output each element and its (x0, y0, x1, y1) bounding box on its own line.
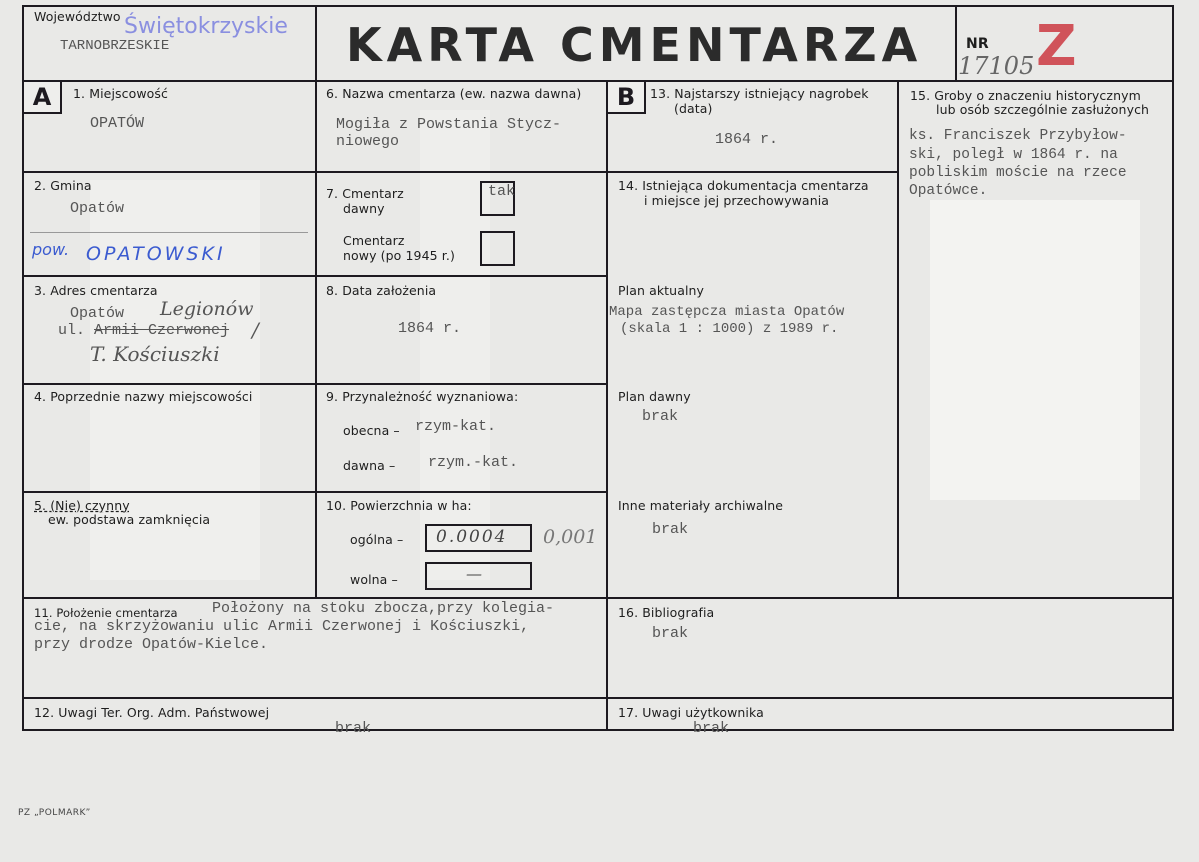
row-divider (22, 171, 608, 173)
cmentarz-dawny-value: tak (488, 183, 516, 200)
field-12-label: 12. Uwagi Ter. Org. Adm. Państwowej (34, 705, 270, 720)
field-11-line2: cie, na skrzyżowaniu ulic Armii Czerwonej i Kościuszki, (34, 618, 530, 635)
header-col-divider (315, 5, 317, 80)
field-14-label-line2: i miejsce jej przechowywania (644, 193, 830, 208)
field-6-label: 6. Nazwa cmentarza (ew. nazwa dawna) (326, 86, 582, 101)
field-17-label: 17. Uwagi użytkownika (618, 705, 764, 720)
field-15-line1: ks. Franciszek Przybyłow- (909, 128, 1127, 144)
plan-aktualny-line2: (skala 1 : 1000) z 1989 r. (620, 321, 839, 337)
field-11-line3: przy drodze Opatów-Kielce. (34, 636, 269, 653)
field-2-pow-prefix: pow. (32, 240, 70, 259)
field-16-value: brak (652, 625, 689, 642)
field-2-pow-value: OPATOWSKI (86, 243, 226, 265)
field-9-dawna-label: dawna – (343, 458, 396, 473)
field-16-label: 16. Bibliografia (618, 605, 715, 620)
field-15-line2: ski, poległ w 1864 r. na (909, 147, 1118, 163)
col-divider (606, 80, 608, 730)
plan-dawny-value: brak (642, 408, 679, 425)
nr-handwritten: 17105 (958, 52, 1035, 80)
field-8-label: 8. Data założenia (326, 283, 437, 298)
field-10-ogolna-label: ogólna – (350, 532, 404, 547)
field-3-line2-slash: / (252, 318, 259, 342)
field-15-line4: Opatówce. (909, 183, 988, 199)
field-11-line1: Położony na stoku zbocza,przy kolegia- (212, 600, 555, 617)
field-2-value: Opatów (70, 200, 125, 217)
border-right (1172, 5, 1174, 730)
field-10-label: 10. Powierzchnia w ha: (326, 498, 472, 513)
field-10-ogolna-handwritten: 0,001 (543, 526, 598, 548)
field-3-line2-prefix: ul. (58, 322, 86, 339)
row-divider (22, 491, 608, 493)
field-4-label: 4. Poprzednie nazwy miejscowości (34, 389, 253, 404)
border-bottom (22, 729, 1174, 731)
field-13-label-line2: (data) (674, 101, 713, 116)
field-3-label: 3. Adres cmentarza (34, 283, 158, 298)
col-divider (897, 80, 899, 597)
nr-red-mark: Z (1036, 14, 1077, 79)
section-b-badge: B (606, 80, 646, 114)
field-13-value: 1864 r. (715, 131, 779, 148)
field-6-value-line2: niowego (336, 133, 400, 150)
field-9-obecna-value: rzym-kat. (415, 418, 497, 435)
nr-label: NR (966, 36, 989, 52)
field-1-label: 1. Miejscowość (73, 86, 169, 101)
field-7-nowy-label-1: Cmentarz (343, 233, 405, 248)
plan-aktualny-line1: Mapa zastępcza miasta Opatów (609, 304, 845, 320)
field-17-value: brak (693, 720, 730, 737)
field-7-dawny-label-1: 7. Cmentarz (326, 186, 404, 201)
field-9-dawna-value: rzym.-kat. (428, 454, 519, 471)
row-divider (22, 383, 608, 385)
field-5-label-line2: ew. podstawa zamknięcia (48, 512, 211, 527)
field-12-value: brak (335, 720, 372, 737)
row-divider (22, 697, 1174, 699)
field-14-label-line1: 14. Istniejąca dokumentacja cmentarza (618, 178, 869, 193)
field-8-value: 1864 r. (398, 320, 462, 337)
cmentarz-nowy-checkbox[interactable] (480, 231, 515, 266)
field-9-label: 9. Przynależność wyznaniowa: (326, 389, 519, 404)
paper-shade (930, 200, 1140, 500)
inne-materialy-label: Inne materiały archiwalne (618, 498, 784, 513)
field-6-value-line1: Mogiła z Powstania Stycz- (336, 116, 562, 133)
field-3-line1-handwritten: Legionów (160, 298, 254, 320)
field-5-label-line1: 5. (Nie) czynny (34, 498, 130, 513)
section-a-badge: A (22, 80, 62, 114)
gmina-underline (30, 232, 308, 233)
plan-aktualny-label: Plan aktualny (618, 283, 705, 298)
plan-dawny-label: Plan dawny (618, 389, 691, 404)
field-7-nowy-label-2: nowy (po 1945 r.) (343, 248, 455, 263)
field-3-line3-handwritten: T. Kościuszki (90, 342, 220, 366)
field-15-label-line1: 15. Groby o znaczeniu historycznym (910, 88, 1141, 103)
row-divider (22, 597, 1174, 599)
field-2-label: 2. Gmina (34, 178, 92, 193)
field-9-obecna-label: obecna – (343, 423, 400, 438)
row-divider (606, 171, 899, 173)
wojewodztwo-value: TARNOBRZESKIE (60, 38, 170, 54)
border-top (22, 5, 1174, 7)
inne-materialy-value: brak (652, 521, 689, 538)
header-col-divider (955, 5, 957, 80)
field-3-line1: Opatów (70, 305, 125, 322)
row-divider (22, 275, 608, 277)
field-10-wolna-label: wolna – (350, 572, 398, 587)
header-divider (22, 80, 1174, 82)
field-15-line3: pobliskim moście na rzece (909, 165, 1127, 181)
field-3-line2-struck: Armii Czerwonej (94, 322, 230, 339)
field-15-label-line2: lub osób szczególnie zasłużonych (936, 102, 1150, 117)
field-1-value: OPATÓW (90, 115, 145, 132)
field-10-wolna-value: — (466, 564, 482, 583)
field-10-ogolna-value: 0.0004 (436, 527, 508, 547)
printer-mark: PZ „POLMARK” (18, 808, 91, 818)
col-divider (315, 80, 317, 597)
wojewodztwo-stamp: Świętokrzyskie (124, 14, 288, 39)
page-title: KARTA CMENTARZA (346, 18, 923, 72)
wojewodztwo-label: Województwo (34, 9, 121, 24)
field-7-dawny-label-2: dawny (343, 201, 385, 216)
field-11-label: 11. Położenie cmentarza (34, 606, 178, 620)
field-13-label-line1: 13. Najstarszy istniejący nagrobek (650, 86, 869, 101)
